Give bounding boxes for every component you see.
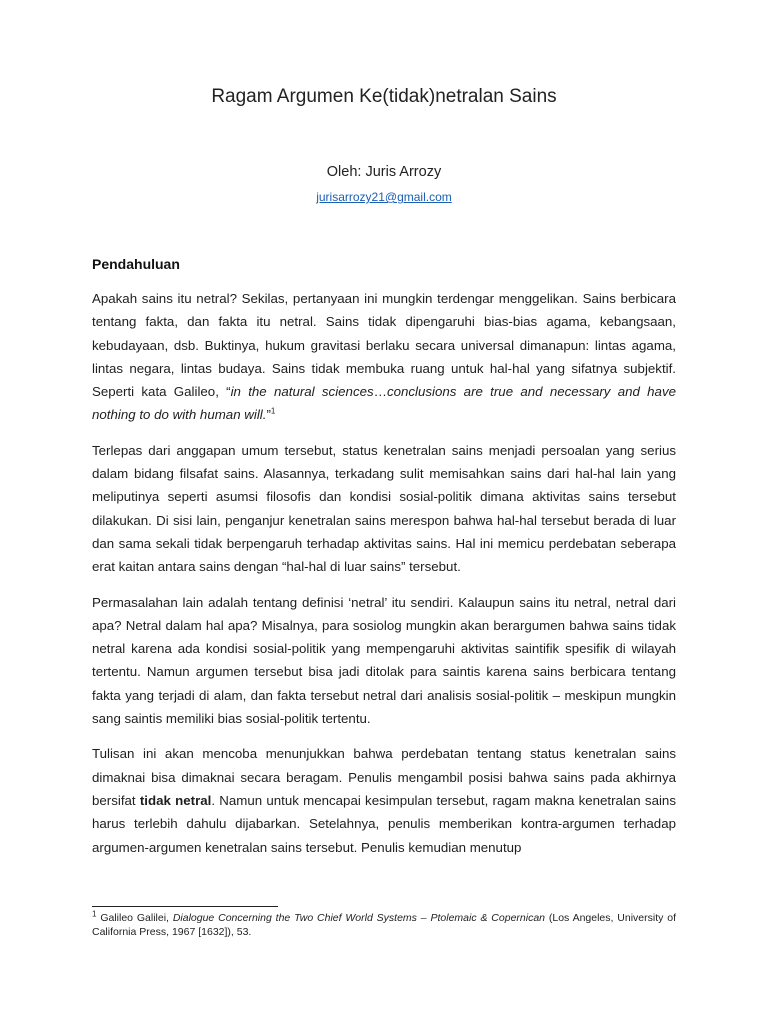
paragraph-1: [92, 287, 676, 427]
paragraph-1-text: Apakah sains itu netral? Sekilas, pertanyaan ini mungkin terdengar menggelikan. Sains berbicara tentang fakta, dan fakta itu netral. Sains tidak dipengaruhi bias-bias agama, kebangsaan, kebudayaan, dsb. Buktinya, hukum gravitasi berlaku secara universal dimanapun: lintas agama, lintas negara, lintas budaya. Sains tidak membuka ruang untuk hal-hal yang sifatnya subjektif. Seperti kata Galileo, “: [92, 291, 676, 400]
paragraph-4: [92, 742, 676, 858]
footnote-reference[interactable]: 1: [270, 407, 276, 417]
paragraph-2: Terlepas dari anggapan umum tersebut, status kenetralan sains menjadi persoalan yang serius dalam bidang filsafat sains. Alasannya, terkadang sulit memisahkan sains dari hal-hal lain yang meliputinya seperti asumsi filosofis dan kondisi sosial-politik dimana aktivitas sains tersebut dilakukan. Di sisi lain, penganjur kenetralan sains merespon bahwa hal-hal tersebut berada di luar dan sama sekali tidak berpengaruh terhadap aktivitas sains. Hal ini memicu perdebatan seberapa erat kaitan antara sains dengan “hal-hal di luar sains” tersebut.: [92, 442, 676, 575]
galileo-quote-part-2: conclusions are true and necessary and have nothing to do with human will.: [92, 384, 676, 423]
quote-close-mark: ”: [266, 407, 271, 423]
paragraph-3: Permasalahan lain adalah tentang definisi ‘netral’ itu sendiri. Kalaupun sains itu netral, netral dari apa? Netral dalam hal apa? Misalnya, para sosiolog mungkin akan berargumen bahwa sains tidak netral karena ada kondisi sosial-politik yang mempengaruhi aktivitas saintifik spesifik di wilayah tertentu. Namun argumen tersebut bisa jadi ditolak para saintis karena sains berbicara tentang fakta yang terjadi di alam, dan fakta tersebut netral dari analisis sosial-politik – meskipun mungkin sang saintis memiliki bias sosial-politik tertentu.: [92, 594, 676, 727]
footnote-mark: 1: [92, 909, 97, 919]
footnote-work-title: Dialogue Concerning the Two Chief World Systems – Ptolemaic & Copernican: [172, 912, 546, 924]
paragraph-4-text-b: . Namun untuk mencapai kesimpulan tersebut, ragam makna kenetralan sains harus terlebih dahulu dijabarkan. Setelahnya, penulis memberikan kontra-argumen terhadap argumen-argumen kenetralan sains tersebut. Penulis kemudian menutup: [92, 792, 676, 855]
footnote: [92, 911, 676, 939]
body-text: [92, 287, 676, 859]
footnote-author: Galileo Galilei,: [100, 912, 173, 924]
paragraph-4-text-a: Tulisan ini akan mencoba menunjukkan bahwa perdebatan tentang status kenetralan sains dimaknai bisa dimaknai secara beragam. Penulis mengambil posisi bahwa sains pada akhirnya bersifat: [92, 746, 676, 808]
galileo-quote-part-1: in the natural sciences: [230, 384, 374, 400]
author-email: [0, 190, 768, 204]
quote-ellipsis: …: [373, 384, 387, 400]
author-line: Oleh: Juris Arrozy: [326, 164, 442, 180]
footnote-publication: (Los Angeles, University of California Press, 1967 [1632]), 53.: [92, 912, 676, 938]
paragraph-4-emphasis: tidak netral: [139, 792, 212, 808]
section-heading: Pendahuluan: [92, 256, 180, 272]
author-email-link[interactable]: jurisarrozy21@gmail.com: [316, 190, 452, 204]
footnote-divider: [92, 906, 278, 907]
document-title: Ragam Argumen Ke(tidak)netralan Sains: [211, 86, 557, 107]
